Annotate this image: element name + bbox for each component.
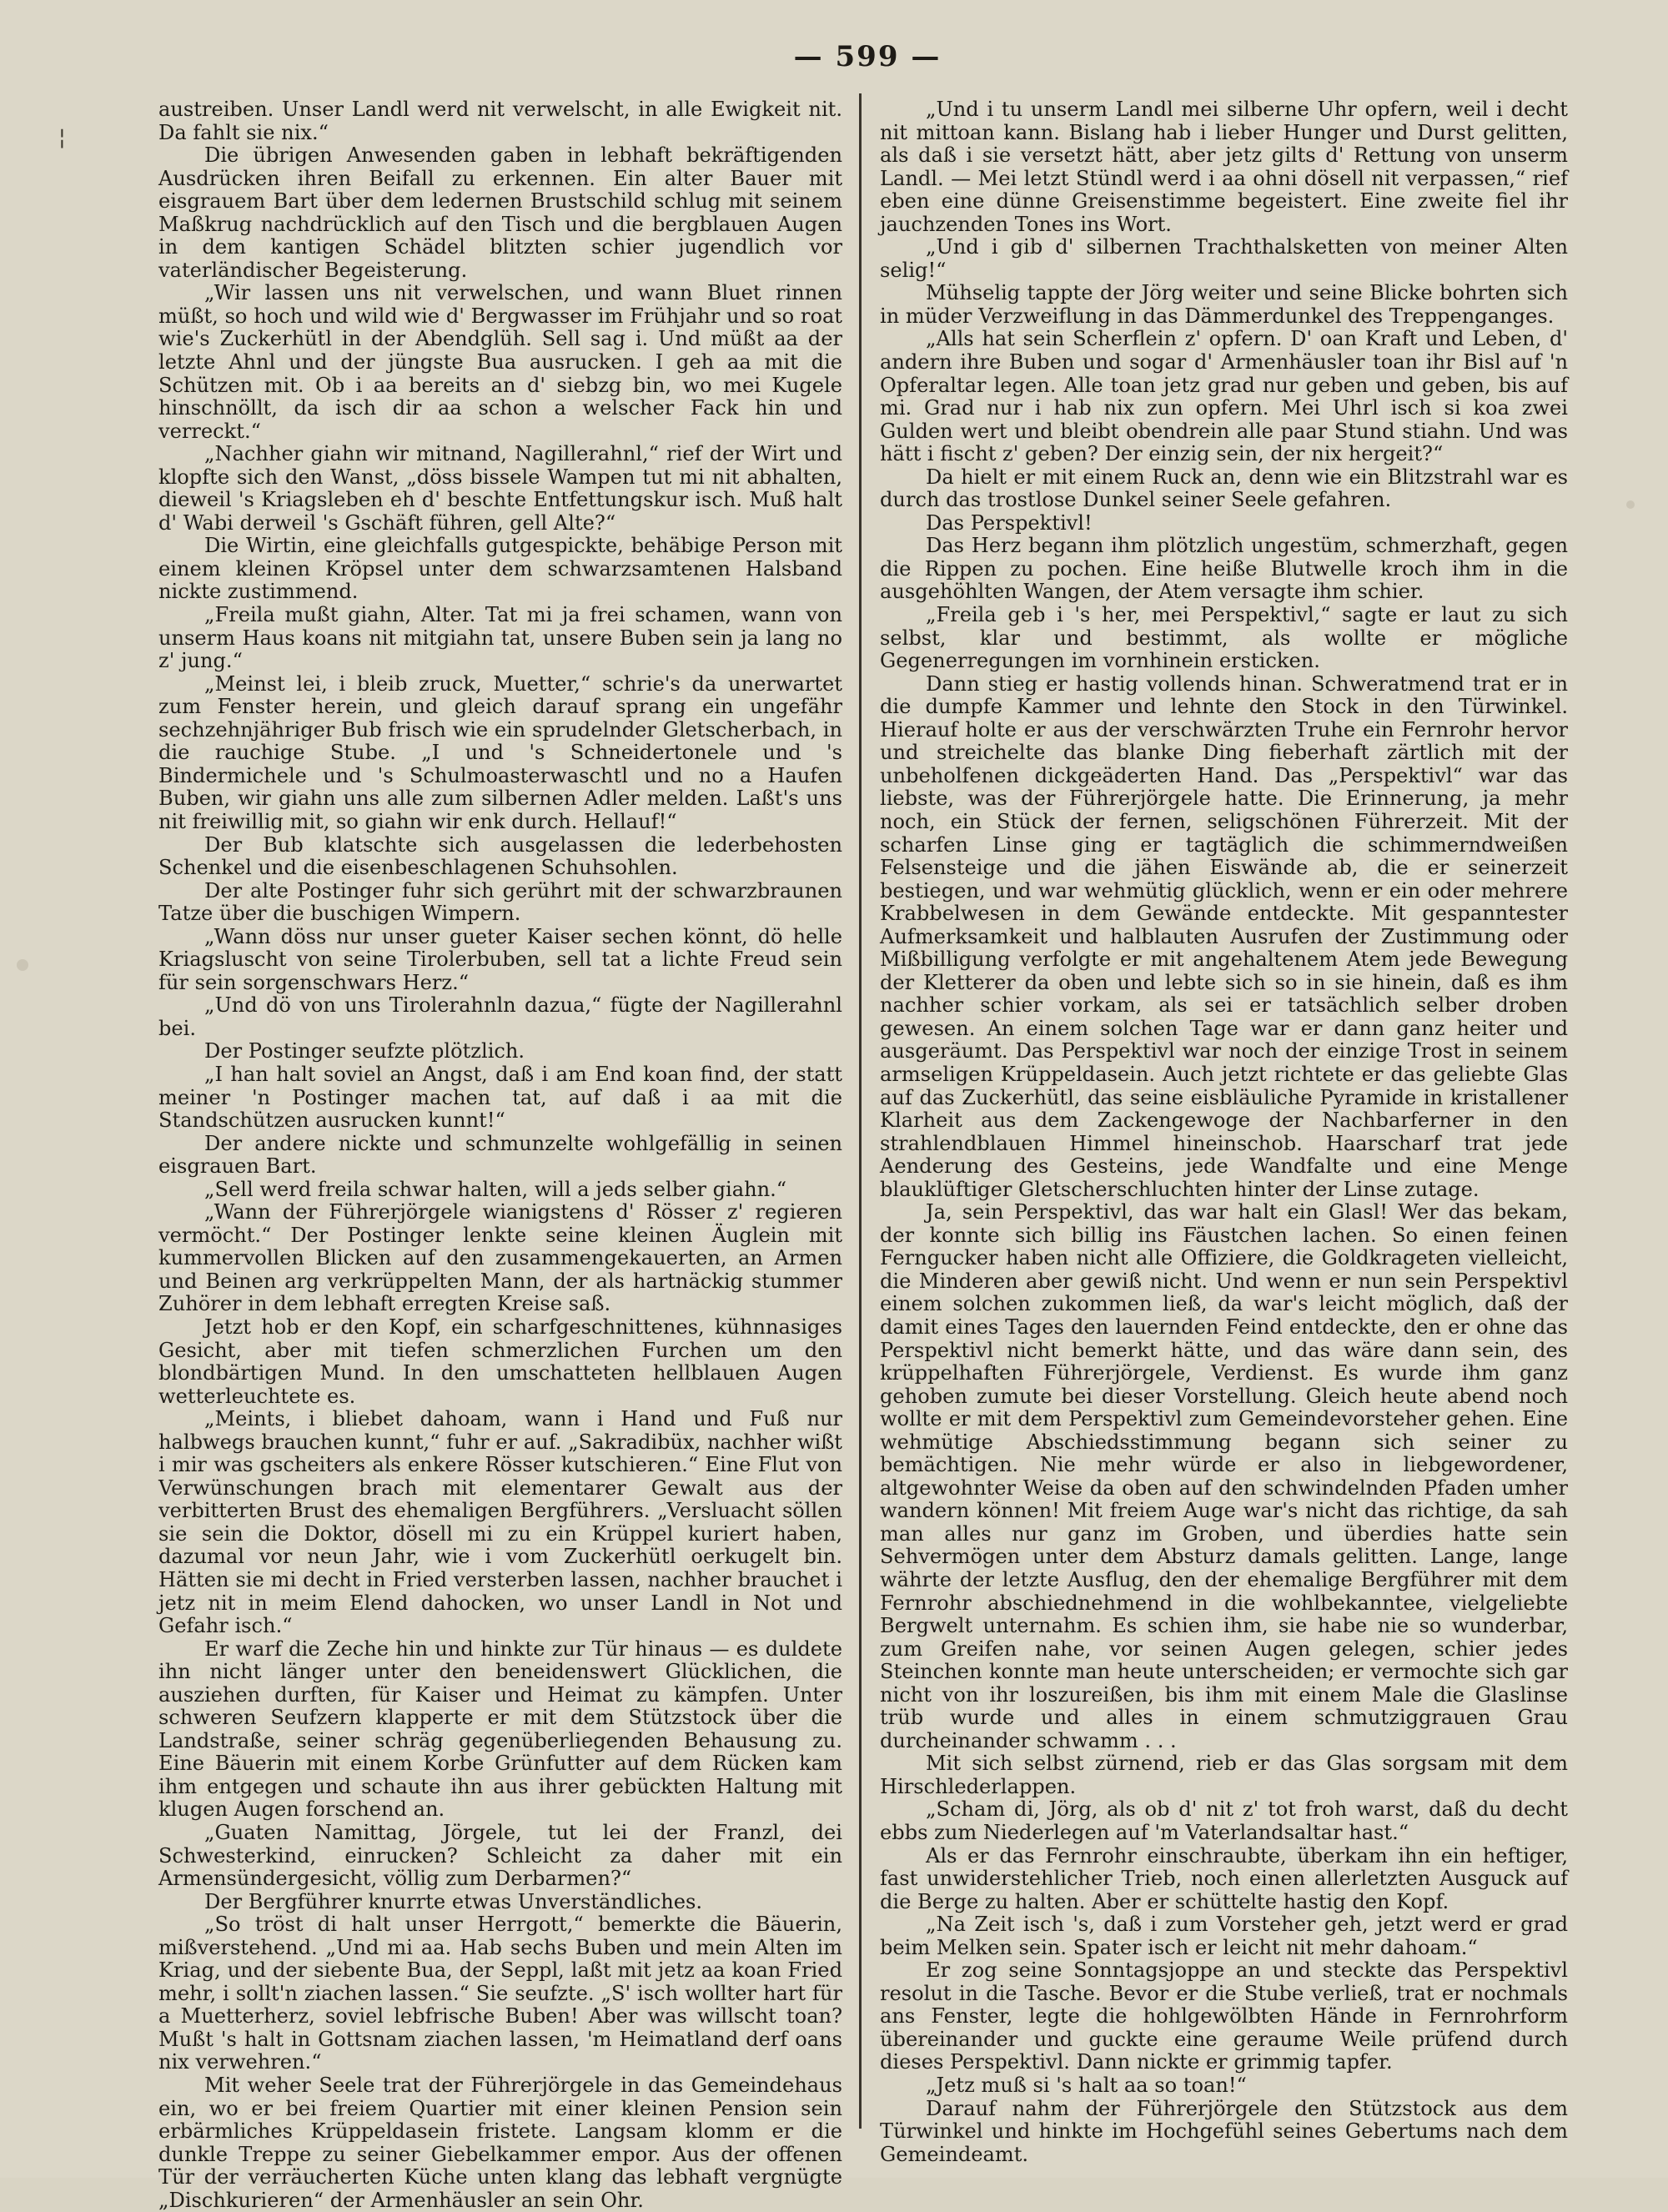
margin-mark: ¦	[58, 125, 66, 150]
paragraph: „Freila mußt giahn, Alter. Tat mi ja frei schamen, wann von unserm Haus koans nit mitgiahn tat, unsere Buben sein ja lang no z' jung.“	[158, 603, 842, 673]
paragraph: „So tröst di halt unser Herrgott,“ bemerkte die Bäuerin, mißverstehend. „Und mi aa. Hab sechs Buben und mein Alten im Kriag, und der siebente Bua, der Seppl, laßt mit jetz aa koan Fried mehr, i sollt'n ziachen lassen.“ Sie seufzte. „S' isch wollter hart für a Muetterherz, soviel lebfrische Buben! Aber was willscht toan? Mußt 's halt in Gottsnam ziachen lassen, 'm Heimatland derf oans nix verwehren.“	[158, 1913, 842, 2074]
paragraph: „Meinst lei, i bleib zruck, Muetter,“ schrie's da unerwartet zum Fenster herein, und gleich darauf sprang ein ungefähr sechzehnjähriger Bub frisch wie ein sprudelnder Gletscherbach, in die rauchige Stube. „I und 's Schneidertonele und 's Bindermichele und 's Schulmoasterwaschtl und no a Haufen Buben, wir giahn uns alle zum silbernen Adler melden. Laßt's uns nit freiwillig mit, so giahn wir enk durch. Hellauf!“	[158, 671, 842, 833]
paragraph: „Freila geb i 's her, mei Perspektivl,“ sagte er laut zu sich selbst, klar und bestimmt, als wollte er mögliche Gegenerregungen im vornhinein ersticken.	[880, 603, 1568, 673]
paragraph: Das Perspektivl!	[926, 510, 1093, 535]
paragraph: „Jetz muß si 's halt aa so toan!“	[926, 2074, 1247, 2098]
paragraph: „Sell werd freila schwar halten, will a jeds selber giahn.“	[204, 1177, 787, 1201]
paragraph: „Guaten Namittag, Jörgele, tut lei der Franzl, dei Schwesterkind, einrucken? Schleicht za daher mit ein Armensündergesicht, völlig zum Derbarmen?“	[158, 1821, 842, 1891]
paragraph: Jetzt hob er den Kopf, ein scharfgeschnittenes, kühnnasiges Gesicht, aber mit tiefen schmerzlichen Furchen um den blondbärtigen Mund. In den umschatteten hellblauen Augen wetterleuchtete es.	[158, 1315, 842, 1408]
paragraph: „I han halt soviel an Angst, daß i am End koan find, der statt meiner 'n Postinger machen tat, auf daß i aa mit die Standschützen ausrucken kunnt!“	[158, 1062, 842, 1133]
paragraph: Der alte Postinger fuhr sich gerührt mit der schwarzbraunen Tatze über die buschigen Wimpern.	[158, 878, 842, 926]
paragraph: Der Postinger seufzte plötzlich.	[204, 1039, 525, 1063]
page-number: — 599 —	[793, 40, 942, 73]
paragraph: Das Herz begann ihm plötzlich ungestüm, schmerzhaft, gegen die Rippen zu pochen. Eine heiße Blutwelle kroch ihm in die ausgehöhlten Wangen, der Atem versagte ihm schier.	[880, 534, 1568, 604]
paragraph: Der andere nickte und schmunzelte wohlgefällig in seinen eisgrauen Bart.	[158, 1131, 842, 1179]
paragraph: „Wann döss nur unser gueter Kaiser sechen könnt, dö helle Kriagsluscht von seine Tirolerbuben, sell tat a lichte Freud sein für sein sorgenschwars Herz.“	[158, 924, 842, 994]
paragraph: „Alls hat sein Scherflein z' opfern. D' oan Kraft und Leben, d' andern ihre Buben und sogar d' Armenhäusler toan ihr Bisl auf 'n Opferaltar legen. Alle toan jetz grad nur geben und geben, bis auf mi. Grad nur i hab nix zun opfern. Mei Uhrl isch si koa zwei Gulden wert und bleibt obendrein alle paar Stund stiahn. Und was hätt i fischt z' geben? Der einzig sein, der nix hergeit?“	[880, 327, 1568, 466]
paragraph: „Und dö von uns Tirolerahnln dazua,“ fügte der Nagillerahnl bei.	[158, 993, 842, 1040]
paragraph: Er zog seine Sonntagsjoppe an und steckte das Perspektivl resolut in die Tasche. Bevor er die Stube verließ, trat er nochmals ans Fenster, legte die hohlgewölbten Hände in Fernrohrform übereinander und guckte eine geraume Weile prüfend durch dieses Perspektivl. Dann nickte er grimmig tapfer.	[880, 1958, 1568, 2074]
paragraph: „Und i tu unserm Landl mei silberne Uhr opfern, weil i decht nit mittoan kann. Bislang hab i lieber Hunger und Durst gelitten, als daß i sie versetzt hätt, aber jetz gilts d' Rettung von unserm Landl. — Mei letzt Stündl werd i aa ohni dösell nit verpassen,“ rief eben eine dünne Greisenstimme begeistert. Eine zweite fiel ihr jauchzenden Tones ins Wort.	[880, 98, 1568, 236]
paragraph: Er warf die Zeche hin und hinkte zur Tür hinaus — es duldete ihn nicht länger unter den beneidenswert Glücklichen, die ausziehen durften, für Kaiser und Heimat zu kämpfen. Unter schweren Seufzern klapperte er mit dem Stützstock über die Landstraße, seiner schräg gegenüberliegenden Behausung zu. Eine Bäuerin mit einem Korbe Grünfutter auf dem Rücken kam ihm entgegen und schaute ihn aus ihrer gebückten Haltung mit klugen Augen forschend an.	[158, 1636, 842, 1822]
left-column	[158, 98, 842, 2212]
paragraph: „Wir lassen uns nit verwelschen, und wann Bluet rinnen müßt, so hoch und wild wie d' Bergwasser im Frühjahr und so roat wie's Zuckerhütl in der Abendglüh. Sell sag i. Und müßt aa der letzte Ahnl und der jüngste Bua ausrucken. I geh aa mit die Schützen mit. Ob i aa bereits an d' siebzg bin, wo mei Kugele hinschnöllt, da isch dir aa schon a welscher Fack hin und verreckt.“	[158, 281, 842, 443]
paragraph: Mit sich selbst zürnend, rieb er das Glas sorgsam mit dem Hirschlederlappen.	[880, 1752, 1568, 1798]
paragraph: Als er das Fernrohr einschraubte, überkam ihn ein heftiger, fast unwiderstehlicher Trieb, noch einen allerletzten Ausguck auf die Berge zu halten. Aber er schüttelte hastig den Kopf.	[880, 1843, 1568, 1913]
paragraph: Mühselig tappte der Jörg weiter und seine Blicke bohrten sich in müder Verzweiflung in das Dämmerdunkel des Treppenganges.	[880, 281, 1568, 328]
paper-stain	[17, 959, 28, 971]
paragraph: Die übrigen Anwesenden gaben in lebhaft bekräftigenden Ausdrücken ihren Beifall zu erkennen. Ein alter Bauer mit eisgrauem Bart über dem ledernen Brustschild schlug mit seinem Maßkrug nachdrücklich auf den Tisch und die bergblauen Augen in dem kantigen Schädel blitzten schier jugendlich vor vaterländischer Begeisterung.	[158, 143, 842, 282]
paragraph: Darauf nahm der Führerjörgele den Stützstock aus dem Türwinkel und hinkte im Hochgefühl seines Gebertums nach dem Gemeindeamt.	[880, 2096, 1568, 2166]
right-column	[880, 98, 1568, 2166]
paragraph: Mit weher Seele trat der Führerjörgele in das Gemeindehaus ein, wo er bei freiem Quartier mit einer kleinen Pension sein erbärmliches Krüppeldasein fristete. Langsam klomm er die dunkle Treppe zu seiner Giebelkammer empor. Aus der offenen Tür der verräucherten Küche unten klang das lebhaft vergnügte „Dischkurieren“ der Armenhäusler an sein Ohr.	[158, 2074, 842, 2212]
paragraph: Der Bergführer knurrte etwas Unverständliches.	[204, 1889, 703, 1913]
paragraph: Dann stieg er hastig vollends hinan. Schweratmend trat er in die dumpfe Kammer und lehnte den Stock in den Türwinkel. Hierauf holte er aus der verschwärzten Truhe ein Fernrohr hervor und streichelte das blanke Ding fieberhaft zärtlich mit der unbeholfenen dickgeäderten Hand. Das „Perspektivl“ war das liebste, was der Führerjörgele hatte. Die Erinnerung, ja mehr noch, ein Stück der fernen, seligschönen Führerzeit. Mit der scharfen Linse ging er tagtäglich die schimmerndweißen Felsensteige und die jähen Eiswände ab, die er seinerzeit bestiegen, und war wehmütig glücklich, wenn er ein oder mehrere Krabbelwesen in dem Gewände entdeckte. Mit gespanntester Aufmerksamkeit und halblauten Ausrufen der Zustimmung oder Mißbilligung verfolgte er mit angehaltenem Atem jede Bewegung der Kletterer da oben und lebte sich so in sie hinein, daß es ihm nachher schier vorkam, als sei er tatsächlich selber droben gewesen. An einem solchen Tage war er dann ganz heiter und ausgeräumt. Das Perspektivl war noch der einzige Trost in seinem armseligen Krüppeldasein. Auch jetzt richtete er das geliebte Glas auf das Zuckerhütl, das seine eisbläuliche Pyramide in kristallener Klarheit aus dem Zackengewoge der Nachbarferner in den strahlendblauen Himmel hineinschob. Haarscharf trat jede Aenderung des Gesteins, jede Wandfalte und eine Menge blauklüftiger Gletscherschluchten hinter der Linse zutage.	[880, 671, 1568, 1201]
paragraph: Der Bub klatschte sich ausgelassen die lederbehosten Schenkel und die eisenbeschlagenen Schuhsohlen.	[158, 832, 842, 880]
paragraph: „Und i gib d' silbernen Trachthalsketten von meiner Alten selig!“	[880, 235, 1568, 282]
paper-stain	[1626, 500, 1635, 509]
column-divider	[859, 93, 862, 2129]
paragraph: „Scham di, Jörg, als ob d' nit z' tot froh warst, daß du decht ebbs zum Niederlegen auf 'm Vaterlandsaltar hast.“	[880, 1797, 1568, 1845]
paragraph: „Na Zeit isch 's, daß i zum Vorsteher geh, jetzt werd er grad beim Melken sein. Spater isch er leicht nit mehr dahoam.“	[880, 1913, 1568, 1959]
paragraph: „Nachher giahn wir mitnand, Nagillerahnl,“ rief der Wirt und klopfte sich den Wanst, „döss bissele Wampen tut mi nit abhalten, dieweil 's Kriagsleben eh d' beschte Entfettungskur isch. Muß halt d' Wabi derweil 's Gschäft führen, gell Alte?“	[158, 442, 842, 535]
paragraph: Die Wirtin, eine gleichfalls gutgespickte, behäbige Person mit einem kleinen Kröpsel unter dem schwarzsamtenen Halsband nickte zustimmend.	[158, 534, 842, 604]
paragraph: „Wann der Führerjörgele wianigstens d' Rösser z' regieren vermöcht.“ Der Postinger lenkte seine kleinen Äuglein mit kummervollen Blicken auf den zusammengekauerten, an Armen und Beinen arg verkrüppelten Mann, der als hartnäckig stummer Zuhörer in dem lebhaft erregten Kreise saß.	[158, 1200, 842, 1316]
paragraph: Ja, sein Perspektivl, das war halt ein Glasl! Wer das bekam, der konnte sich billig ins Fäustchen lachen. So einen feinen Ferngucker haben nicht alle Offiziere, die Goldkrageten vielleicht, die Minderen aber gewiß nicht. Und wenn er nun sein Perspektivl einem solchen zukommen ließ, da war's leicht möglich, daß der damit eines Tages den lauernden Feind entdeckte, den er ohne das Perspektivl nicht bemerkt hätte, und das wäre dann sein, des krüppelhaften Führerjörgele, Verdienst. Es wurde ihm ganz gehoben zumute bei dieser Vorstellung. Gleich heute abend noch wollte er mit dem Perspektivl zum Gemeindevorsteher gehen. Eine wehmütige Abschiedsstimmung begann sich seiner zu bemächtigen. Nie mehr würde er also in liebgewordener, altgewohnter Weise da oben auf den schwindelnden Pfaden umher wandern können! Mit freiem Auge war's nicht das richtige, da sah man alles nur ganz im Groben, und überdies hatte sein Sehvermögen unter dem Absturz damals gelitten. Lange, lange währte der letzte Ausflug, den der ehemalige Bergführer mit dem Fernrohr abschiednehmend in die wohlbekanntee, vielgeliebte Bergwelt unternahm. Es schien ihm, sie habe nie so wunderbar, zum Greifen nahe, vor seinen Augen gelegen, schier jedes Steinchen konnte man heute unterscheiden; er vermochte sich gar nicht von ihr loszureißen, bis ihm mit einem Male die Glaslinse trüb wurde und alles in einem schmutziggrauen Grau durcheinander schwamm . . .	[880, 1200, 1568, 1752]
paragraph: Da hielt er mit einem Ruck an, denn wie ein Blitzstrahl war es durch das trostlose Dunkel seiner Seele gefahren.	[880, 465, 1568, 512]
paragraph: „Meints, i bliebet dahoam, wann i Hand und Fuß nur halbwegs brauchen kunnt,“ fuhr er auf. „Sakradibüx, nachher wißt i mir was gscheiters als enkere Rösser kutschieren.“ Eine Flut von Verwünschungen brach mit elementarer Gewalt aus der verbitterten Brust des ehemaligen Bergführers. „Versluacht söllen sie sein die Doktor, dösell mi zu ein Krüppel kuriert haben, dazumal vor neun Jahr, wie i vom Zuckerhütl oerkugelt bin. Hätten sie mi decht in Fried versterben lassen, nachher brauchet i jetz nit in meim Elend dahocken, wo unser Landl in Not und Gefahr isch.“	[158, 1407, 842, 1638]
paragraph: austreiben. Unser Landl werd nit verwelscht, in alle Ewigkeit nit. Da fahlt sie nix.“	[158, 98, 842, 144]
